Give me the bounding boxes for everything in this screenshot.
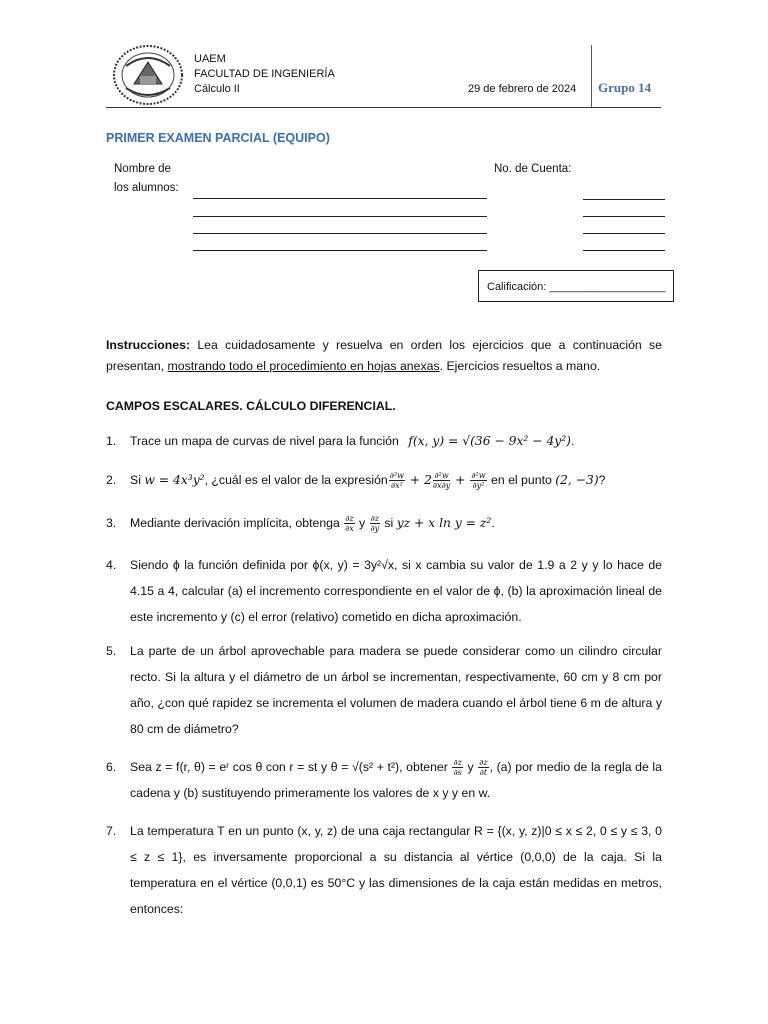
exam-date: 29 de febrero de 2024 <box>468 83 577 95</box>
question-3: 3. Mediante derivación implícita, obtenga $\frac{\partial z}{\partial x}$ y $\frac{\partial z}{\partial y}$ si yz + x ln y = z². <box>106 514 495 534</box>
instructions: Instrucciones: Lea cuidadosamente y resuelva en orden los ejercicios que a continuación se presentan, mostrando todo el procedimiento en hojas anexas. Ejercicios resueltos a mano. <box>106 338 662 373</box>
grade-label: Calificación: ___________________ <box>487 281 666 293</box>
account-line-2[interactable] <box>583 216 665 217</box>
account-label: No. de Cuenta: <box>494 163 572 175</box>
question-1: 1. Trace un mapa de curvas de nivel para la función f(x, y) = √(36 − 9x² − 4y²). <box>106 434 575 448</box>
course-name: Cálculo II <box>194 83 240 95</box>
question-2: 2. Si w = 4x³y², ¿cuál es el valor de la expresión $\frac{\text{∂²w}}{\text{∂x²}}$ + 2 $\frac{\text{∂²w}}{\partial x\partial y}$ + $\frac{\text{∂²w}}{\text{∂y²}}$ en el punto (2, −3)? <box>106 471 606 491</box>
question-7: 7. La temperatura T en un punto (x, y, z) de una caja rectangular R = {(x, y, z)|0 ≤ x ≤ 2, 0 ≤ y ≤ 3, 0 ≤ z ≤ 1}, es inversamente proporcional a su distancia al vértice (0,0,0) de la caja. Si la temperatura en el vértice (0,0,1) es 50°C y las dimensiones de la caja están medidas en metros, entonces: <box>106 824 662 916</box>
institution-name: UAEM <box>194 53 226 65</box>
section-title: CAMPOS ESCALARES. CÁLCULO DIFERENCIAL. <box>106 399 396 413</box>
header-divider <box>591 45 592 107</box>
university-seal <box>112 44 184 106</box>
student-name-line-4[interactable] <box>193 250 487 251</box>
grade-box <box>478 270 674 302</box>
student-name-line-1[interactable] <box>193 198 487 199</box>
names-label: Nombre de los alumnos: <box>114 163 179 194</box>
account-line-3[interactable] <box>583 233 665 234</box>
question-6: 6. Sea z = f(r, θ) = eʳ cos θ con r = st y θ = √(s² + t²), obtener $\frac{\partial z}{\partial s}$ y $\frac{\partial z}{\partial t}$ , (a) por medio de la regla de la cadena y (b) sustituyendo primeramente los valores de x y y en w. <box>106 758 662 800</box>
faculty-name: FACULTAD DE INGENIERÍA <box>194 68 335 80</box>
exam-title: PRIMER EXAMEN PARCIAL (EQUIPO) <box>106 131 330 145</box>
question-5: 5. La parte de un árbol aprovechable para madera se puede considerar como un cilindro circular recto. Si la altura y el diámetro de un árbol se incrementan, respectivamente, 60 cm y 8 cm por año, ¿con qué rapidez se incrementa el volumen de madera cuando el árbol tiene 6 m de altura y 80 cm de diámetro? <box>106 644 662 736</box>
account-line-1[interactable] <box>583 199 665 200</box>
student-name-line-3[interactable] <box>193 233 487 234</box>
group-label: Grupo 14 <box>598 80 652 95</box>
student-name-line-2[interactable] <box>193 216 487 217</box>
account-line-4[interactable] <box>583 250 665 251</box>
question-4: 4. Siendo ϕ la función definida por ϕ(x, y) = 3y²√x, si x cambia su valor de 1.9 a 2 y y lo hace de 4.15 a 4, calcular (a) el incremento correspondiente en el valor de ϕ, (b) la aproximación lineal de este incremento y (c) el error (relativo) cometido en dicha aproximación. <box>106 558 662 624</box>
header-rule <box>106 107 661 108</box>
